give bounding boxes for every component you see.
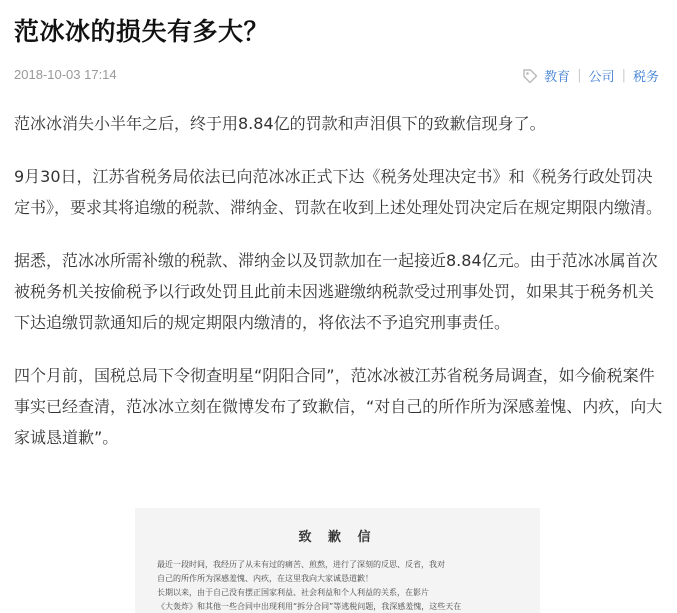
- letter-line: 长期以来，由于自己没有摆正国家利益、社会利益和个人利益的关系，在影片: [157, 588, 429, 597]
- meta-row: [14, 66, 659, 86]
- tag-list: [522, 66, 659, 85]
- tag-education[interactable]: 教育: [544, 70, 571, 85]
- paragraph: 范冰冰消失小半年之后，终于用8.84亿的罚款和声泪俱下的致歉信现身了。: [14, 114, 546, 133]
- paragraph: 9月30日，江苏省税务局依法已向范冰冰正式下达《税务处理决定书》和《税务行政处罚决定书》，要求其将追缴的税款、滞纳金、罚款在收到上述处理处罚决定后在规定期限内缴清。: [14, 167, 663, 217]
- publish-date: 2018-10-03 17:14: [14, 67, 117, 82]
- tag-tax[interactable]: 税务: [632, 70, 659, 85]
- apology-letter-image: [135, 508, 540, 613]
- article-body: [14, 108, 664, 475]
- tag-separator: |: [577, 68, 582, 83]
- tag-separator: |: [621, 68, 626, 83]
- letter-line: 《大轰炸》和其他一些合同中出现利用“拆分合同”等逃税问题，我深感羞愧，这些天在: [157, 602, 462, 611]
- tag-icon: [522, 68, 538, 84]
- letter-line: 最近一段时间，我经历了从未有过的痛苦、煎熬，进行了深刻的反思、反省，我对: [157, 560, 445, 569]
- letter-title: 致 歉 信: [298, 530, 377, 545]
- article-title: 范冰冰的损失有多大？: [14, 17, 270, 46]
- letter-text: [157, 558, 522, 613]
- letter-line: 自己的所作所为深感羞愧、内疚，在这里我向大家诚恳道歉！: [157, 574, 373, 583]
- paragraph: 四个月前，国税总局下令彻查明星“阴阳合同”，范冰冰被江苏省税务局调查，如今偷税案件事实已经查清，范冰冰立刻在微博发布了致歉信，“对自己的所作所为深感羞愧、内疚，向大家诚恳道歉”。: [14, 366, 663, 447]
- paragraph: 据悉，范冰冰所需补缴的税款、滞纳金以及罚款加在一起接近8.84亿元。由于范冰冰属首次被税务机关按偷税予以行政处罚且此前未因逃避缴纳税款受过刑事处罚，如果其于税务机关下达追缴罚款通知后的规定期限内缴清的，将依法不予追究刑事责任。: [14, 251, 658, 332]
- tag-company[interactable]: 公司: [588, 70, 615, 85]
